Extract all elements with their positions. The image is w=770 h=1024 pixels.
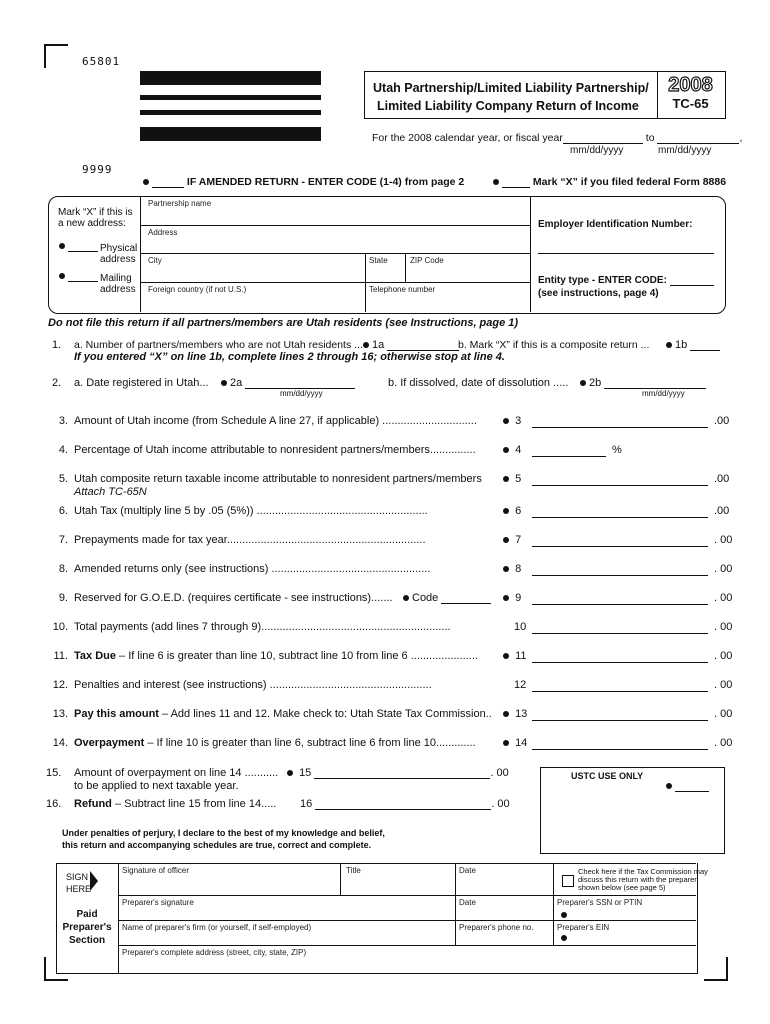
- preparer-ssn-label[interactable]: Preparer's SSN or PTIN: [557, 898, 643, 907]
- line-3-input[interactable]: [532, 415, 708, 428]
- preparer-date-label[interactable]: Date: [459, 898, 476, 907]
- line-7-input[interactable]: [532, 534, 708, 547]
- form-line: 14. Overpayment – If line 10 is greater than line 6, subtract line 6 from line 10............. 14 . 00: [52, 737, 733, 749]
- form-id: TC-65: [672, 96, 709, 111]
- line-16-text: Refund – Subtract line 15 from line 14.....: [74, 798, 277, 810]
- line-1b-text: b. Mark “X” if this is a composite return ...: [458, 339, 650, 351]
- entity-type-label[interactable]: [538, 275, 714, 286]
- section-label: Section: [68, 935, 106, 946]
- form-line: 5. Utah composite return taxable income attributable to nonresident partners/members Attach TC-65N 5 .00: [58, 473, 730, 498]
- sign-arrow-icon: [90, 871, 98, 891]
- preparer-address-label[interactable]: Preparer's complete address (street, city, state, ZIP): [122, 948, 307, 957]
- line-14-input[interactable]: [532, 737, 708, 750]
- fiscal-end-input[interactable]: [657, 143, 739, 144]
- line-15-sub: to be applied to next taxable year.: [74, 780, 239, 792]
- form-year-box: [656, 71, 726, 119]
- to-text: to: [645, 132, 655, 144]
- ustc-label: USTC USE ONLY: [571, 771, 644, 781]
- address-label[interactable]: Address: [148, 228, 178, 237]
- line-2b-field[interactable]: 2b: [577, 377, 706, 389]
- ustc-field[interactable]: [663, 780, 709, 792]
- zip-label[interactable]: ZIP Code: [410, 256, 444, 265]
- form-line: 10. Total payments (add lines 7 through 9).............................................................. 10 . 00: [52, 621, 733, 633]
- line-2b-text: b. If dissolved, date of dissolution .....: [388, 377, 569, 389]
- physical-address-label: Physical address: [100, 243, 138, 265]
- officer-signature-label[interactable]: Signature of officer: [122, 866, 190, 875]
- perjury-line1: Under penalties of perjury, I declare to the best of my knowledge and belief,: [62, 828, 385, 838]
- line-6-input[interactable]: [532, 505, 708, 518]
- here-label: HERE: [66, 884, 92, 894]
- corner-mark-bottom-right: [704, 957, 728, 981]
- line-4-input[interactable]: [532, 444, 606, 457]
- line-16-number: 16.: [46, 798, 62, 810]
- line-9-input[interactable]: [532, 592, 708, 605]
- form-code-side: 9999: [82, 163, 113, 176]
- form-title-line2: Limited Liability Company Return of Income: [377, 99, 639, 113]
- date-hint: mm/dd/yyyy: [642, 389, 685, 398]
- bullet-icon: [59, 243, 65, 249]
- amended-code-input[interactable]: [152, 187, 184, 188]
- preparers-label: Preparer's: [62, 922, 112, 933]
- barcode-bar: [140, 127, 321, 141]
- preparer-firm-label[interactable]: Name of preparer's firm (or yourself, if self-employed): [122, 923, 312, 932]
- discuss-text: Check here if the Tax Commission may discuss this return with the preparer shown below (see page 5): [578, 867, 708, 892]
- form-line: 8. Amended returns only (see instructions) .................................................... 8 . 00: [58, 563, 733, 575]
- line-15-text: Amount of overpayment on line 14 ...........: [74, 767, 279, 779]
- notice-text: Do not file this return if all partners/members are Utah residents (see Instructions, page 1): [48, 317, 519, 329]
- line-2a-field[interactable]: 2a: [218, 377, 355, 389]
- bullet-icon: [493, 179, 499, 185]
- line-1-note: If you entered “X” on line 1b, complete lines 2 through 16; otherwise stop at line 4.: [74, 351, 505, 363]
- goed-code-input[interactable]: [441, 603, 491, 604]
- date-hint: mm/dd/yyyy: [658, 145, 712, 156]
- form-line: 3. Amount of Utah income (from Schedule A line 27, if applicable) ............................... 3 .00: [58, 415, 730, 427]
- form-title-box: [364, 71, 658, 119]
- bullet-icon: [558, 932, 570, 944]
- physical-address-row: [56, 241, 98, 252]
- form-line: 4. Percentage of Utah income attributable to nonresident partners/members............... 4 %: [58, 444, 622, 456]
- preparer-phone-label[interactable]: Preparer's phone no.: [459, 923, 534, 932]
- entity-type-text: Entity type - ENTER CODE:: [538, 275, 667, 286]
- form-8886-input[interactable]: [502, 187, 530, 188]
- new-address-label: Mark “X” if this is a new address:: [58, 207, 133, 229]
- sign-label: SIGN: [66, 872, 89, 882]
- fiscal-year-row: For the 2008 calendar year, or fiscal year to ,: [372, 132, 743, 144]
- amended-text: IF AMENDED RETURN - ENTER CODE (1-4) from page 2: [186, 176, 465, 188]
- form-8886-row: [490, 176, 726, 188]
- form-line: 9. Reserved for G.O.E.D. (requires certificate - see instructions)....... Code 9 . 00: [58, 592, 733, 604]
- fiscal-year-text: For the 2008 calendar year, or fiscal year: [372, 132, 563, 144]
- line-5-input[interactable]: [532, 473, 708, 486]
- line-1a-field[interactable]: 1a: [360, 339, 459, 351]
- bullet-icon: [558, 909, 570, 921]
- line-2a-text: a. Date registered in Utah...: [74, 377, 209, 389]
- line-8-input[interactable]: [532, 563, 708, 576]
- telephone-label[interactable]: Telephone number: [369, 285, 436, 294]
- line-15-number: 15.: [46, 767, 62, 779]
- form-line: 6. Utah Tax (multiply line 5 by .05 (5%)) ........................................................ 6 .00: [58, 505, 730, 517]
- entity-type-note: (see instructions, page 4): [538, 288, 659, 299]
- line-12-input[interactable]: [532, 679, 708, 692]
- bullet-icon: [59, 273, 65, 279]
- form-line: 12. Penalties and interest (see instructions) ..................................................... 12 . 00: [52, 679, 733, 691]
- state-label[interactable]: State: [369, 256, 388, 265]
- form-title-line1: Utah Partnership/Limited Liability Partnership/: [373, 81, 649, 95]
- barcode-bar: [140, 71, 321, 85]
- form-line: 11. Tax Due – If line 6 is greater than line 10, subtract line 10 from line 6 ...................... 11 . 00: [53, 650, 733, 662]
- date-hint: mm/dd/yyyy: [280, 389, 323, 398]
- date-label[interactable]: Date: [459, 866, 476, 875]
- line-10-input[interactable]: [532, 621, 708, 634]
- form-year: 2008: [668, 74, 713, 96]
- partnership-name-label[interactable]: Partnership name: [148, 199, 212, 208]
- title-label[interactable]: Title: [346, 866, 361, 875]
- line-11-input[interactable]: [532, 650, 708, 663]
- paid-label: Paid: [76, 909, 98, 920]
- barcode-bar: [140, 110, 321, 115]
- fiscal-start-input[interactable]: [563, 143, 643, 144]
- mailing-address-row: [56, 271, 98, 282]
- form-code-top: 65801: [82, 55, 121, 68]
- corner-mark-top-left: [44, 44, 68, 68]
- city-label[interactable]: City: [148, 256, 162, 265]
- form-8886-text: Mark “X” if you filed federal Form 8886: [532, 176, 727, 188]
- line-16-field[interactable]: 16 . 00: [300, 798, 510, 810]
- mailing-address-input[interactable]: [68, 281, 98, 282]
- bullet-icon: [143, 179, 149, 185]
- line-1a-text: a. Number of partners/members who are not Utah residents ...: [74, 339, 363, 351]
- line-13-input[interactable]: [532, 708, 708, 721]
- ustc-box: [540, 767, 725, 854]
- line-15-field[interactable]: 15 . 00: [284, 767, 509, 779]
- foreign-country-label[interactable]: Foreign country (if not U.S.): [148, 285, 247, 294]
- perjury-line2: this return and accompanying schedules are true, correct and complete.: [62, 840, 372, 850]
- line-2-number: 2.: [52, 377, 62, 389]
- preparer-signature-label[interactable]: Preparer's signature: [122, 898, 194, 907]
- preparer-ein-label[interactable]: Preparer's EIN: [557, 923, 610, 932]
- discuss-checkbox[interactable]: [562, 875, 574, 887]
- physical-address-input[interactable]: [68, 251, 98, 252]
- line-1-number: 1.: [52, 339, 62, 351]
- amended-row: [140, 176, 464, 188]
- barcode-bar: [140, 95, 321, 100]
- form-line: 13. Pay this amount – Add lines 11 and 12. Make check to: Utah State Tax Commission.. 13 . 00: [52, 708, 733, 720]
- ein-label[interactable]: Employer Identification Number:: [538, 219, 693, 230]
- form-line: 7. Prepayments made for tax year................................................................. 7 . 00: [58, 534, 733, 546]
- line-1b-field[interactable]: 1b: [663, 339, 720, 351]
- mailing-address-label: Mailing address: [100, 273, 136, 295]
- date-hint: mm/dd/yyyy: [570, 145, 624, 156]
